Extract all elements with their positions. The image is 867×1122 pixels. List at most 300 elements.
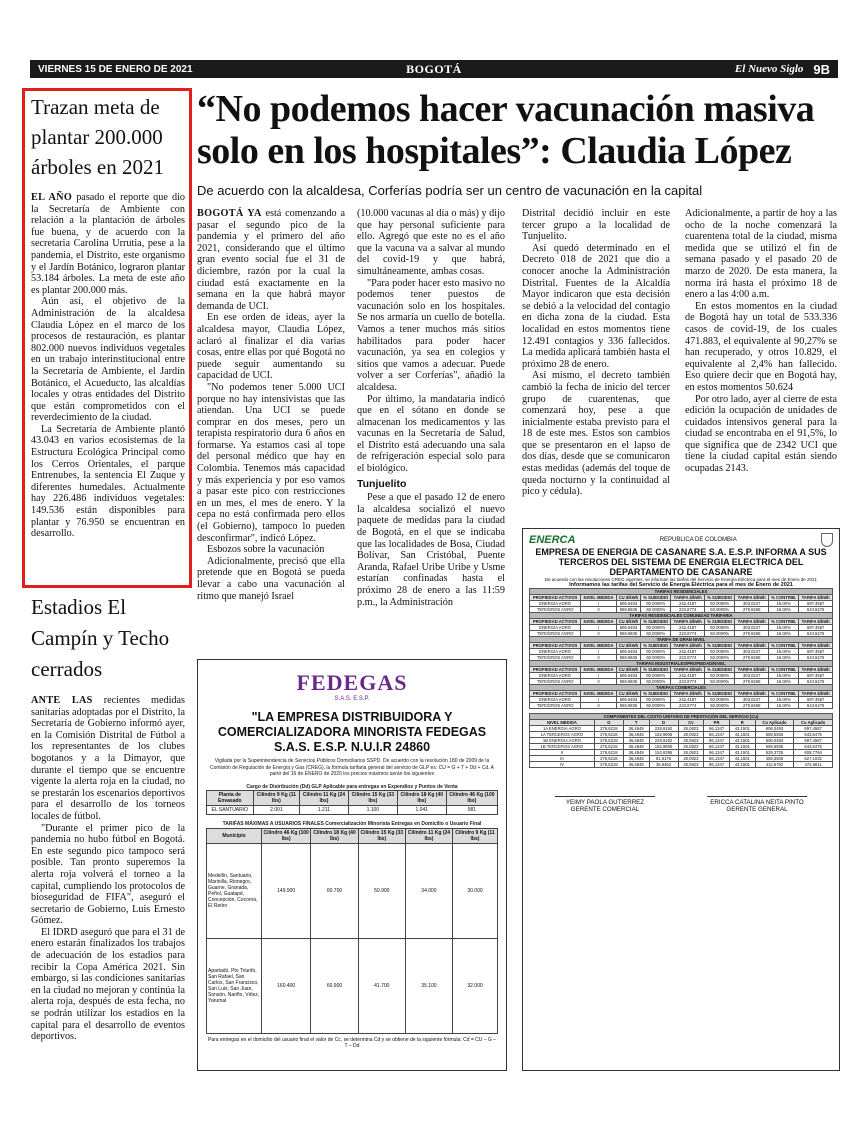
table-header: PROPIEDAD ACTIVOS [530,643,581,649]
table-band: TARIFA DE GRAN NIVEL [530,637,833,643]
sidebar-article-trees [31,92,185,540]
table-cell: 15.00% [768,607,798,613]
paragraph: "Para poder hacer esto masivo no podemos tener puestos de vacunación solo en los hospitales. Se nos armaría un cuello de botella. Vamos a tener muchos más sitios habilitados para poder hacer vacunación, ya sea en colegios y sitios que vamos a adecuar. Puede volver a ser Corferías", añadió la alcaldesa. [357,277,505,393]
newspaper-logo: El Nuevo Siglo [734,63,804,75]
table-header: TARIFA $/kWh [671,619,705,625]
table-cell: 86,1347 [704,762,730,768]
paragraph: "Durante el primer pico de la pandemia no hubo fútbol en Bogotá. En este segundo pico tampoco será posible. Tan pronto superemos la alerta roja volverá el torneo a la capital, cumpliendo los protocolos de bioseguridad de FIFA", aseguró el secretario de Gobierno, Luis Ernesto Gómez. [31,822,185,927]
table-header: % SUBSIDIO [641,643,671,649]
table-cell: EL SANTUARIO [207,806,254,815]
table-cell: 86,1347 [704,750,730,756]
table-cell: 279.8468 [735,679,769,685]
table-cell: 15.00% [768,673,798,679]
table-header: Cilindro 9 Kg (11 lbs) [253,791,300,806]
table-cell: 43,1501 [729,726,755,732]
table-cell: 697.4567 [799,601,833,607]
ad-footnote: Para entregas en el domicilio del usuario final el valor de Cc, se determina Cd y se obtiene de la siguiente fórmula: Cd = CU – G – T – Dd [207,1036,497,1049]
table-cell: 35,9462 [649,762,678,768]
table-cell: 276,6218 [594,756,623,762]
table-cell: 15.00% [768,697,798,703]
table-cell: 1B TERCEROS AGRO [530,744,595,750]
table-cell: 1A ENERGIA AGRO [530,726,595,732]
paragraph: pasado el reporte que dio la Secretaría de Ambiente con relación a la plantación de árboles fue buena, y de acuerdo con la secretaria Carolina Urrutia, pese a la pandemia, el Distrito, este organismo y el Jardín Botánico, lograron plantar 53.184 árboles. La meta de este año es plantar 200.000 más. [31,192,186,296]
table-cell: 60.0000% [641,601,671,607]
table-cell: 643,6475 [794,744,833,750]
table-cell: 606.0493 [616,601,640,607]
table-cell: 43,1501 [729,750,755,756]
table-header: TARIFA $/kWh [799,619,833,625]
table-header: PROPIEDAD ACTIVOS [530,619,581,625]
table-cell: 60.0000% [641,625,671,631]
table-header: NIVEL MEDIDA [581,667,617,673]
table-cell: 643.6475 [799,607,833,613]
table-cell: 35.100 [405,938,452,1033]
table-header: % SUBSIDIO [705,643,735,649]
table-cell: 643.6475 [799,703,833,709]
page-masthead [30,60,838,78]
table-cell: 15.00% [768,649,798,655]
table-header: T [623,720,649,726]
lead-in: EL AÑO [31,192,73,203]
signer-role: GERENTE COMERCIAL [570,806,640,813]
sidebar-article-stadiums [31,592,185,1043]
table-cell: 60.0000% [641,649,671,655]
main-column-3 [522,208,670,498]
table-caption: Cargo de Distribución (Dd) GLP Aplicable para entregas en Expendios y Puntos de Venta [246,783,458,790]
ad-title: EMPRESA DE ENERGIA DE CASANARE S.A. E.S.P. INFORMA A SUS TERCEROS DEL SISTEMA DE ENERGIA ELECTRICA DEL DEPARTAMENTO DE CASANARE [535,547,827,577]
paragraph: La Secretaría de Ambiente plantó 43.043 en varios ecosistemas de la Estructura Ecológica Principal como los Cerros Orientales, el parque Entrenubes, la sentencia El Zuque y diferentes humedales. Actualmente hay 226.486 individuos vegetales: 149.536 están disponibles para plantar y 76.950 se encuentran en desarrollo. [31,423,185,540]
table-cell: 223.8774 [671,703,705,709]
main-column-2 [357,208,505,608]
table-cell: 697,4567 [794,726,833,732]
main-headline: “No podemos hacer vacunación masiva solo en los hospitales”: Claudia López [197,88,815,172]
table-cell: TERCEROS AGRO [530,655,581,661]
table-cell: 606.0493 [616,673,640,679]
table-header: Cilindro 11 Kg (24 lbs) [300,791,349,806]
table-cell: 606.0493 [616,697,640,703]
table-cell: Medellín, Santuario, Marinilla, Rionegro, Guarne, Granada, Peñol, Guatapé, Concepción, Cocorná, El Retiro [207,843,262,938]
table-cell: 50.900 [358,843,405,938]
table-header: TARIFA $/kWh [735,667,769,673]
table-cell: 697.4567 [799,673,833,679]
table-cell: 26,0823 [678,756,704,762]
table-band: TARIFAS RESIDENCIALES COMUNIDAD TARIFARIA [530,613,833,619]
distribution-table [206,790,498,815]
table-cell: 223.8774 [671,655,705,661]
table-cell: 43,1501 [729,756,755,762]
fedegas-logo: FEDEGAS [296,670,408,695]
table-cell: II [581,679,617,685]
paragraph: Por otro lado, ayer al cierre de esta edición la ocupación de unidades de cuidados intensivos general para la ciudad se encontraba en el 91,5%, lo que significa que de 2342 UCI que tiene la ciudad capital están siendo ocupadas 2143. [685,393,837,475]
table-header: Cilindro 46 Kg (100 lbs) [262,828,311,843]
table-cell: Apartadó, Pto Triunfo, San Rafael, San Carlos, San Francisco, San Luis, San Juan, Sonsón, Nariño, Vélez, Yarumal [207,938,262,1033]
table-header: TARIFA $/kWh [799,643,833,649]
ad-legal-text: De acuerdo con las resoluciones CREG vigentes, se informan las tarifas del Servicio de Energía Eléctrica para el mes de Enero de 2021 [544,577,818,582]
table-cell: 242.4197 [671,601,705,607]
table-cell: 643.6475 [799,679,833,685]
table-cell: 223.8774 [671,631,705,637]
table-header: % CONTRIB. [768,643,798,649]
table-cell: I [581,673,617,679]
tariff-table [206,828,498,1034]
table-header: Cilindro 15 Kg (33 lbs) [348,791,397,806]
subheading: Tunjuelito [357,477,407,490]
table-cell: 276,6218 [594,750,623,756]
paragraph: El IDRD aseguró que para el 31 de enero estarán finalizados los trabajos de adecuación de los estadios para recibir la Copa América 2021. Sin embargo, si las condiciones sanitarias en la ciudad no mejoran y continúa la alerta roja, después de esta fecha, no se podrán utilizar los estadios en la capital para el desarrollo de eventos deportivos. [31,926,185,1043]
table-cell: 276,6218 [594,726,623,732]
table-caption: TARIFAS MÁXIMAS A USUARIOS FINALES Comercialización Minorista Entregas en Domicilio o Usuario Final [222,821,482,827]
table-header: TARIFA $/kWh [735,691,769,697]
table-cell: 1.041 [397,806,446,815]
table-cell: 697.4567 [799,649,833,655]
table-cell: 41.700 [358,938,405,1033]
table-cell: 60.0000% [641,703,671,709]
table-cell: 303.0247 [735,649,769,655]
table-cell: 86,1347 [704,732,730,738]
table-cell: 86,1347 [704,744,730,750]
table-cell: 458,3506 [755,756,794,762]
table-band: TARIFAS RESIDENCIALES [530,589,833,595]
paragraph: En estos momentos en la ciudad de Bogotá hay un total de 533.336 casos de covid-19, de los cuales 471.883, el equivalente al 90,27% se han recuperado, y otros 10.829, el equivalente al 2,4% han fallecido. Eso quiere decir que en Bogotá hay, en estos momentos 50.624 [685,300,837,393]
table-cell: 279.8468 [735,703,769,709]
paragraph: Así mismo, el decreto también cambió la fecha de inicio del tercer grupo de cuarentenas, que comenzará hoy, pese a que inicialmente estaba previsto para el 18 de este mes. Estos son cambios que se presentaron en el lapso de dos días, desde que se comunicaron estas medidas (además del toque de queda nocturno y la continuidad al pico y cédula). [522,370,670,498]
table-header: TARIFA $/kWh [735,595,769,601]
page-number: 9B [813,61,830,77]
table-cell: 981 [446,806,497,815]
paragraph: Distrital decidió incluir en este tercer grupo a la localidad de Tunjuelito. [522,208,670,243]
table-cell: 36,4848 [623,750,649,756]
table-cell: 608,7784 [794,750,833,756]
table-cell: 697.4567 [799,697,833,703]
table-cell: 527,1032 [794,756,833,762]
issue-date: VIERNES 15 DE ENERO DE 2021 [38,63,193,75]
table-cell: 279.8468 [735,631,769,637]
table-header: TARIFA $/kWh [735,643,769,649]
table-cell: 276,6218 [594,762,623,768]
table-header: PROPIEDAD ACTIVOS [530,691,581,697]
table-cell: 26,0823 [678,738,704,744]
table-cell: 1.100 [348,806,397,815]
table-cell: 60.0000% [641,607,671,613]
table-cell: 36,4848 [623,738,649,744]
table-cell: 15.00% [768,625,798,631]
table-cell: 1.211 [300,806,349,815]
table-cell: 36,4848 [623,732,649,738]
table-cell: 242.4197 [671,625,705,631]
paragraph: recientes medidas sanitarias adoptadas por el Distrito, la Secretaría de Gobierno informó ayer, en la Comisión Distrital de Fútbol a los representantes de los clubes bogotanos y a la Dimayor, que durante el tiempo que se encuentre vigente la alerta roja en la ciudad, no se prestarán los escenarios deportivos para el desarrollo de los torneos locales de fútbol. [31,695,185,822]
table-header: % SUBSIDIO [641,691,671,697]
table-cell: 50.0000% [705,601,735,607]
paragraph: Pese a que el pasado 12 de enero la alcaldesa socializó el nuevo paquete de medidas para la ciudad de Bogotá, en el que se indicaba que las localidades de Bosa, Ciudad Bolívar, San Cristóbal, Puente Aranda, Rafael Uribe Uribe y Usme estarían confinadas hasta el próximo 28 de enero a las 11:59 p.m., la Administración [357,492,505,608]
table-cell: 697.4567 [799,625,833,631]
table-cell: 50.0000% [705,655,735,661]
table-header: TARIFA $/kWh [671,667,705,673]
table-header: Cilindro 46 Kg (100 lbs) [446,791,497,806]
table-cell: 15.00% [768,631,798,637]
table-cell: 60.0000% [641,673,671,679]
table-cell: 15.00% [768,601,798,607]
main-column-4 [685,208,837,475]
table-cell: 160.400 [262,938,311,1033]
table-cell: 149.900 [262,843,311,938]
table-header: CU $/kWh [616,667,640,673]
enerca-advertisement [522,528,840,1071]
table-cell: 32.000 [452,938,497,1033]
table-cell: 15.00% [768,679,798,685]
table-cell: 1A TERCEROS AGRO [530,732,595,738]
table-header: % SUBSIDIO [705,691,735,697]
table-cell: 276,6218 [594,738,623,744]
paragraph: está comenzando a pasar el segundo pico de la pandemia y el primero del año 2021, considerando que el último gran evento social fue el 31 de diciembre, razón por la cual la ciudad está exactamente en la semana en la que habrá mayor demanda de UCI. [197,208,345,312]
ad-legal-text: Vigilada por la Superintendencia de Servicios Públicos Domiciliarios SSPD. De acuerdo con la resolución 180 de 2009 de la Comisión de Regulación de Energía y Gas (CREG), la fórmula tarifaria general del servicio de GLP es: CU = G + T + Dd + Cd. A partir del 16 de ENERO de 2020 los precios máximos serán los siguientes [209,758,495,777]
paragraph: Así quedó determinado en el Decreto 018 de 2021 que dio a conocer anoche la Administración Distrital. Fuentes de la Alcaldía Mayor indicaron que esta decisión se debió a la velocidad del contagio en dicha zona de la ciudad. Esta localidad en estos momentos tiene 12.491 contagios y 336 fallecidos. La medida aplicará también hasta el próximo 28 de enero. [522,242,670,370]
table-cell: 228,9162 [649,738,678,744]
table-cell: 559.6935 [616,607,640,613]
table-header: PROPIEDAD ACTIVOS [530,595,581,601]
table-cell: 36,4848 [623,744,649,750]
table-header: % SUBSIDIO [641,667,671,673]
table-row [207,938,498,1033]
table-cell: 279.8468 [735,607,769,613]
paragraph: Esbozos sobre la vacunación [207,544,325,556]
table-header: Cu Aplicado [794,720,833,726]
table-cell: ENERGIA AGRO [530,625,581,631]
table-cell: 26,0823 [678,762,704,768]
table-header: NIVEL MEDIDA [581,691,617,697]
signature-commercial [555,774,655,813]
table-cell: 182,9605 [649,744,678,750]
table-header: D [649,720,678,726]
table-cell: 303.0247 [735,625,769,631]
table-cell: 60.0000% [641,697,671,703]
ad-inform: Informamos las tarifas del Servicio de Energía Eléctrica para el mes de Enero de 2021 [569,581,793,588]
table-cell: 606.0493 [616,649,640,655]
main-deck: De acuerdo con la alcaldesa, Corferías podría ser un centro de vacunación en la capital [197,183,703,198]
table-cell: 276,6218 [594,744,623,750]
table-cell: TERCEROS AGRO [530,703,581,709]
lead-in: ANTE LAS [31,695,93,706]
table-cell: ENERGIA AGRO [530,673,581,679]
table-cell: TERCEROS AGRO [530,607,581,613]
table-cell: 60.0000% [641,655,671,661]
table-header: TARIFA $/kWh [671,643,705,649]
table-cell: 60.700 [311,843,358,938]
table-cell: 559,6935 [755,744,794,750]
table-cell: 303.0247 [735,601,769,607]
table-header: PR [704,720,730,726]
table-cell: 242.4197 [671,673,705,679]
table-cell: 26,0823 [678,732,704,738]
table-cell: 43,1501 [729,762,755,768]
signer-name: ERICCA CATALINA NEITA PINTO [710,799,804,806]
section-name: BOGOTÁ [406,61,462,76]
table-cell: 34.000 [405,843,452,938]
table-cell: 276,6218 [594,732,623,738]
table-header: Cilindro 15 Kg (33 lbs) [358,828,405,843]
table-header: PROPIEDAD ACTIVOS [530,667,581,673]
table-header: % CONTRIB. [768,691,798,697]
table-cell: 43,1501 [729,738,755,744]
table-cell: TERCEROS AGRO [530,631,581,637]
table-header: TARIFA $/kWh [799,667,833,673]
table-header: TARIFA $/kWh [735,619,769,625]
table-cell: 279.8468 [735,655,769,661]
table-row [207,843,498,938]
paragraph: En ese orden de ideas, ayer la alcaldesa mayor, Claudia López, aclaró al finalizar el día varias cosas, entre ellas por qué Bogotá no puede seguir aumentando su capacidad de UCI. [197,312,345,382]
table-cell: 2.001 [253,806,300,815]
table-header: NIVEL MEDIDA [530,720,595,726]
table-cell: 50.0000% [705,625,735,631]
table-header: % SUBSIDIO [641,619,671,625]
table-cell: II [581,631,617,637]
table-header: Cv [678,720,704,726]
table-cell: 643.6475 [799,631,833,637]
table-header: TARIFA $/kWh [799,595,833,601]
table-header: % CONTRIB. [768,667,798,673]
table-cell: 223.8774 [671,679,705,685]
table-cell: 242.4197 [671,649,705,655]
table-cell: 643,6475 [794,732,833,738]
table-cell: 81,6176 [649,756,678,762]
table-cell: 15.00% [768,703,798,709]
table-header: Cilindro 18 Kg (40 lbs) [311,828,358,843]
table-cell: 303.0247 [735,697,769,703]
table-header: NIVEL MEDIDA [581,643,617,649]
sidebar-title: Trazan meta de plantar 200.000 árboles en 2021 [31,95,164,179]
table-header: CU $/kWh [616,643,640,649]
table-cell: II [581,607,617,613]
paragraph: "No podemos tener 5.000 UCI porque no hay intensivistas que las atiendan. Una UCI se puede comprar en dos meses, pero un terapista respiratorio dura 6 años en formarse. Ya estamos casi al tope del personal médico que hay en Colombia. Tenemos más capacidad y más experiencia y por eso vamos a pasar este pico con restricciones en un mes, el mes de enero. Y la cepa no está confirmada pero ellos (el Gobierno), tampoco lo pueden desconfirmar", indicó López. [197,381,345,544]
table-cell: 1B ENERGIA AGRO [530,738,595,744]
table-header: % SUBSIDIO [705,667,735,673]
table-header: Cilindro 9 Kg (11 lbs) [452,828,497,843]
paragraph: Por último, la mandataria indicó que en el sótano en donde se almacenan los medicamentos y las vacunas en la Secretaría de Salud, el Distrito está adecuando una sala de refrigeración especial solo para el biológico. [357,393,505,475]
country-label: REPUBLICA DE COLOMBIA [659,537,737,543]
table-cell: 86,1347 [704,738,730,744]
table-cell: IV [530,762,595,768]
signature-general [707,774,807,813]
signer-role: GERENTE GENERAL [726,806,788,813]
seal-icon [821,533,833,547]
cost-components-table [529,713,833,768]
table-cell: 303.0247 [735,673,769,679]
table-cell: 36,4848 [623,762,649,768]
table-cell: 26,0823 [678,744,704,750]
table-header: TARIFA $/kWh [671,595,705,601]
lead-in: BOGOTÁ YA [197,208,262,219]
fedegas-advertisement [197,659,507,1071]
table-cell: 43,1501 [729,732,755,738]
table-cell: 50.0000% [705,631,735,637]
table-cell: 559.6935 [616,679,640,685]
table-cell: 559.6935 [616,655,640,661]
table-cell: 529,3725 [755,750,794,756]
main-column-1 [197,208,345,602]
table-cell: ENERGIA AGRO [530,697,581,703]
table-cell: 60.0000% [641,631,671,637]
table-cell: 606.0493 [616,625,640,631]
table-header: % CONTRIB. [768,595,798,601]
table-cell: 559.6935 [616,631,640,637]
paragraph: Adicionalmente, a partir de hoy a las ocho de la noche comenzará la cuarentena total de la ciudad, misma medida que se utilizó el fin de semana pasado y el pasado 20 de marzo de 2020. De esta manera, la norma irá hasta el próximo 18 de enero a las 4:00 a.m. [685,208,837,301]
ad-title: "LA EMPRESA DISTRIBUIDORA Y COMERCIALIZADORA MINORISTA FEDEGAS S.A.S. E.S.P. N.U.I.R 24860 [217,710,487,754]
table-cell: TERCEROS AGRO [530,679,581,685]
table-header: TARIFA $/kWh [671,691,705,697]
rates-table [529,588,833,709]
table-cell: 43,1501 [729,744,755,750]
table-header: Cu Aplicado [755,720,794,726]
table-cell: 242.4197 [671,697,705,703]
table-cell: 606,0493 [755,738,794,744]
paragraph: (10.000 vacunas al día o más) y dijo que hay personal suficiente para ello. Agregó que este no es el año que la vacuna va a salvar al mundo del covid-19 y que habrá, simultáneamente, ambas cosas. [357,208,505,277]
table-cell: 606,0493 [755,726,794,732]
table-cell: 36,4848 [623,756,649,762]
signer-name: YEIMY PAOLA GUTIERREZ [565,799,645,806]
table-cell: 60.0000% [641,679,671,685]
table-cell: 50.0000% [705,703,735,709]
table-header: % CONTRIB. [768,619,798,625]
sidebar-title: Estadios El Campín y Techo cerrados [31,595,170,681]
table-header: % SUBSIDIO [641,595,671,601]
table-cell: 412,6792 [755,762,794,768]
table-band: COMPONENTES DEL COSTO UNITARIO DE PRESTACIÓN DEL SERVICIO (Cu) [530,714,833,720]
table-cell: 50.0000% [705,607,735,613]
table-cell: 86,1347 [704,726,730,732]
table-cell: ENERGIA AGRO [530,649,581,655]
table-cell: I [581,601,617,607]
paragraph: Adicionalmente, precisó que ella pretende que en Bogotá se pueda llevar a cabo una vacunación al ritmo que manejó Israel [197,555,345,602]
table-header: Cilindro 18 Kg (40 lbs) [397,791,446,806]
table-cell: II [530,750,595,756]
table-header: R [729,720,755,726]
table-header: CU $/kWh [616,691,640,697]
paragraph: Aún así, el objetivo de la Administración de la alcaldesa Claudia López en el marco de los procesos de restauración, es plantar 802.000 nuevos individuos vegetales en un trabajo interinstitucional entre la Secretaría de Ambiente, el Jardín Botánico, el Acueducto, las alcaldías locales y otras entidades del Distrito que están comprometidos con el reverdecimiento de la ciudad. [31,296,185,424]
table-cell: 228,9162 [649,726,678,732]
table-cell: ENERGIA AGRO [530,601,581,607]
table-band: TARIFAS INDUSTRIALES/PROPIEDAD/NIVEL [530,661,833,667]
table-header: Municipio [207,828,262,843]
table-cell: 50.0000% [705,673,735,679]
table-cell: 474,5811 [794,762,833,768]
table-band: TARIFAS COMERCIALES [530,685,833,691]
table-cell: I [581,697,617,703]
table-cell: I [581,649,617,655]
table-header: CU $/kWh [616,595,640,601]
table-cell: 182,9605 [649,732,678,738]
table-header: TARIFA $/kWh [799,691,833,697]
table-cell: 223.8774 [671,607,705,613]
table-cell: 50.0000% [705,679,735,685]
table-header: % SUBSIDIO [705,595,735,601]
table-cell: II [581,655,617,661]
table-cell: 26,0823 [678,750,704,756]
enerca-logo: ENERCA [529,534,576,546]
table-cell: 697,4567 [794,738,833,744]
table-header: NIVEL MEDIDA [581,595,617,601]
table-header: G [594,720,623,726]
table-cell: 86,1347 [704,756,730,762]
table-cell: 15.00% [768,655,798,661]
table-header: NIVEL MEDIDA [581,619,617,625]
table-header: CU $/kWh [616,619,640,625]
table-cell: III [530,756,595,762]
table-cell: 152,6395 [649,750,678,756]
table-cell: I [581,625,617,631]
table-cell: 559.6935 [616,703,640,709]
table-cell: 50.0000% [705,697,735,703]
table-header: Cilindro 11 Kg (24 lbs) [405,828,452,843]
fedegas-logo-sub: S.A.S. E.S.P. [334,696,370,702]
